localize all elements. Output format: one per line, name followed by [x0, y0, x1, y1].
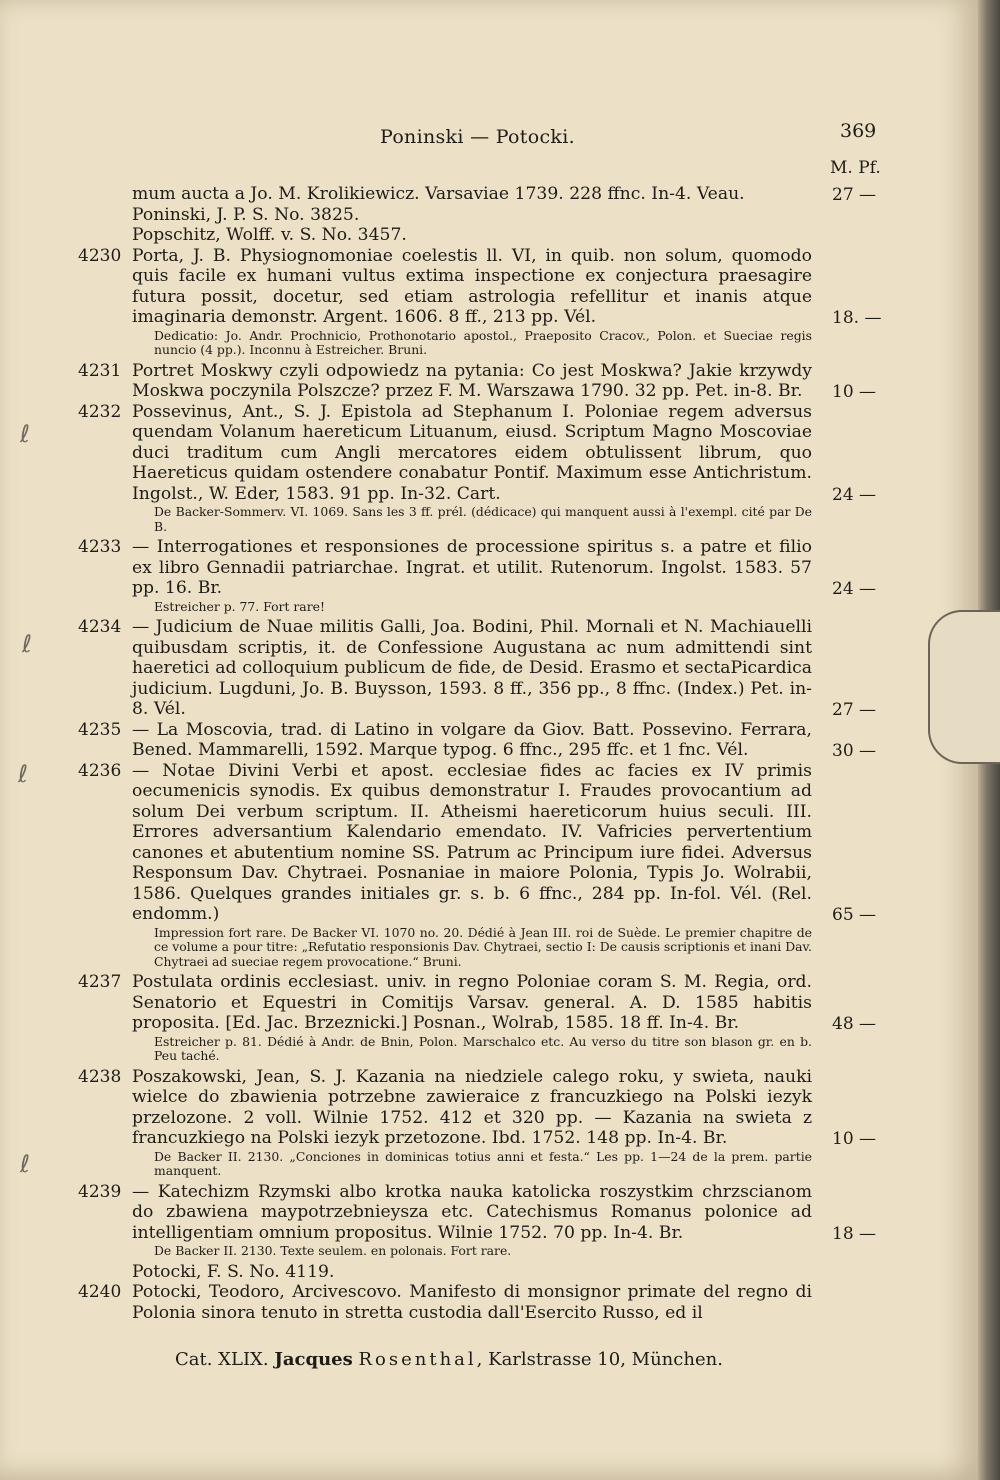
entry-text: Potocki, F. S. No. 4119.: [132, 1261, 335, 1282]
entry-number: 4234: [78, 617, 122, 637]
entry-number: 4236: [78, 760, 122, 781]
entry-price: 10 —: [832, 381, 877, 402]
entry-list: [0, 184, 1000, 1323]
catalog-entry: [0, 972, 877, 1064]
entry-price: 24 —: [832, 579, 877, 599]
entry-number: 4237: [78, 972, 122, 992]
catalog-entry: [0, 184, 877, 205]
entry-text: — Katechizm Rzymski albo krotka nauka katolicka roszystkim chrzscianom do zbawiena maypotrzebnieysza etc. Catechismus Romanus polonice ad intelligentiam omnium propositus. Wilnie 1752. 70 pp. In-4. Br.: [132, 1181, 812, 1243]
entry-number: 4239: [78, 1181, 122, 1202]
entry-price: 65 —: [832, 904, 877, 925]
entry-price: 18 —: [832, 1223, 877, 1244]
entry-text: — La Moscovia, trad. di Latino in volgare da Giov. Batt. Possevino. Ferrara, Bened. Mammarelli, 1592. Marque typog. 6 ffnc., 295 ffc. et 1 fnc. Vél.: [132, 719, 812, 760]
page-footer: [175, 1349, 723, 1370]
entry-note: Estreicher p. 81. Dédié à Andr. de Bnin, Polon. Marschalco etc. Au verso du titre son blason gr. en b. Peu taché.: [154, 1033, 812, 1063]
running-head: Poninski — Potocki.: [380, 126, 575, 148]
page-number: 369: [840, 120, 877, 142]
entry-price: 27 —: [832, 700, 877, 720]
catalog-entry: [0, 760, 877, 970]
catalog-entry: [0, 1262, 812, 1283]
footer-name: Rosenthal: [358, 1349, 477, 1370]
margin-pencil-mark: ℓ: [20, 1150, 30, 1178]
price-column-head: M. Pf.: [830, 158, 881, 178]
entry-text: mum aucta a Jo. M. Krolikiewicz. Varsaviae 1739. 228 ffnc. In-4. Veau.: [132, 184, 745, 204]
entry-note: Estreicher p. 77. Fort rare!: [154, 598, 325, 614]
entry-text: Poszakowski, Jean, S. J. Kazania na niedziele calego roku, y swieta, nauki wielce do zbawienia potrzebne zawieraice z francuzkiego na Polski iezyk przelozone. 2 voll. Wilnie 1752. 412 et 320 pp. — Kazania na swieta z francuzkiego na Polski iezyk przetozone. Ibd. 1752. 148 pp. In-4. Br.: [132, 1066, 812, 1148]
catalog-entry: [0, 537, 877, 614]
entry-number: 4240: [78, 1282, 122, 1302]
catalog-entry: [0, 1181, 877, 1259]
entry-price: 18. —: [832, 307, 882, 328]
catalog-entry: [0, 719, 877, 761]
catalog-entry: [0, 245, 882, 358]
footer-catalog: Cat. XLIX.: [175, 1349, 269, 1370]
entry-text: Popschitz, Wolff. v. S. No. 3457.: [132, 225, 407, 245]
entry-text: Postulata ordinis ecclesiast. univ. in regno Poloniae coram S. M. Regia, ord. Senatorio et Equestri in Comitijs Varsav. general. A. D. 1585 habitis proposita. [Ed. Jac. Brzeznicki.] Posnan., Wolrab, 1585. 18 ff. In-4. Br.: [132, 972, 812, 1033]
margin-pencil-mark: ℓ: [18, 760, 28, 788]
entry-price: 30 —: [832, 740, 877, 761]
entry-number: 4230: [78, 245, 122, 266]
entry-text: — Judicium de Nuae militis Galli, Joa. Bodini, Phil. Mornali et N. Machiauelli quibusdam scriptis, it. de Confessione Augustana ac num admittendi sint haeretici ad colloquium publicum de fide, de Desid. Erasmo et sectaPicardica judicium. Lugduni, Jo. B. Buysson, 1593. 8 ff., 356 pp., 8 ffnc. (Index.) Pet. in-8. Vél.: [132, 617, 812, 719]
footer-address: , Karlstrasse 10, München.: [476, 1349, 723, 1370]
entry-note: Impression fort rare. De Backer VI. 1070 no. 20. Dédié à Jean III. roi de Suède. Le premier chapitre de ce volume a pour titre: „Refutatio responsionis Dav. Chytraei, sectio I: De causis scriptionis et inani Dav. Chytraei ad sueciae regem provocatione.“ Bruni.: [154, 924, 812, 969]
catalog-entry: [0, 205, 812, 226]
entry-text: Potocki, Teodoro, Arcivescovo. Manifesto di monsignor primate del regno di Polonia sinora tenuto in stretta custodia dall'Esercito Russo, ed il: [132, 1282, 812, 1323]
footer-publisher: Jacques: [274, 1349, 353, 1370]
entry-text: Portret Moskwy czyli odpowiedz na pytania: Co jest Moskwa? Jakie krzywdy Moskwa poczynila Polszcze? przez F. M. Warszawa 1790. 32 pp. Pet. in-8. Br.: [132, 360, 812, 401]
entry-number: 4231: [78, 360, 122, 381]
entry-number: 4233: [78, 537, 122, 557]
entry-text: Porta, J. B. Physiognomoniae coelestis ll. VI, in quib. non solum, quomodo quis facile ex humani vultus extima inspectione ex conjectura praesagire futura possit, docetur, sed etiam astrologia refellitur et inanis atque imaginaria demonstr. Argent. 1606. 8 ff., 213 pp. Vél.: [132, 245, 812, 327]
entry-price: 24 —: [832, 484, 877, 505]
entry-number: 4238: [78, 1066, 122, 1087]
entry-note: De Backer II. 2130. „Conciones in dominicas totius anni et festa.“ Les pp. 1—24 de la prem. partie manquent.: [154, 1148, 812, 1178]
entry-text: — Interrogationes et responsiones de processione spiritus s. a patre et filio ex libro Gennadii patriarchae. Ingrat. et utilit. Rutenorum. Ingolst. 1583. 57 pp. 16. Br.: [132, 537, 812, 598]
entry-number: 4232: [78, 401, 122, 422]
entry-note: De Backer II. 2130. Texte seulem. en polonais. Fort rare.: [154, 1243, 512, 1258]
entry-note: Dedicatio: Jo. Andr. Prochnicio, Prothonotario apostol., Praeposito Cracov., Polon. et Sueciae regis nuncio (4 pp.). Inconnu à Estreicher. Bruni.: [154, 327, 812, 357]
catalog-entry: [0, 617, 877, 720]
catalog-entry: [0, 225, 812, 246]
entry-price: 48 —: [832, 1014, 877, 1034]
margin-pencil-mark: ℓ: [20, 420, 30, 448]
catalog-entry: [0, 401, 877, 535]
entry-text: — Notae Divini Verbi et apost. ecclesiae fides ac facies ex IV primis oecumenicis synodis. Ex quibus demonstratur I. Fraudes provocantium ad solum Dei verbum scriptum. II. Atheismi haereticorum huius seculi. III. Errores adversantium Kalendario emendato. IV. Vafricies pervertentium canones et abutentium nomine SS. Patrum ac Principum iure fidei. Adversus Responsum Dav. Chytraei. Posnaniae in maiore Polonia, Typis Jo. Wolrabii, 1586. Quelques grandes initiales gr. s. b. 6 ffnc., 284 pp. In-fol. Vél. (Rel. endomm.): [132, 760, 812, 924]
catalog-entry: [0, 360, 877, 402]
index-tab: [928, 610, 1000, 764]
entry-text: Poninski, J. P. S. No. 3825.: [132, 204, 360, 225]
entry-price: 10 —: [832, 1128, 877, 1149]
margin-pencil-mark: ℓ: [22, 630, 32, 658]
entry-note: De Backer-Sommerv. VI. 1069. Sans les 3 ff. prél. (dédicace) qui manquent aussi à l'exempl. cité par De B.: [154, 504, 812, 534]
entry-price: 27 —: [832, 185, 877, 205]
entry-text: Possevinus, Ant., S. J. Epistola ad Stephanum I. Poloniae regem adversus quendam Volanum haereticum Lituanum, eiusd. Scriptum Magno Moscoviae duci traditum cum Angli mercatores eidem obtulissent librum, quo Haereticus quidam ostendere conabatur Pontif. Maximum esse Antichristum. Ingolst., W. Eder, 1583. 91 pp. In-32. Cart.: [132, 401, 812, 504]
entry-number: 4235: [78, 719, 122, 740]
catalog-entry: [0, 1282, 812, 1323]
catalog-entry: [0, 1066, 877, 1179]
